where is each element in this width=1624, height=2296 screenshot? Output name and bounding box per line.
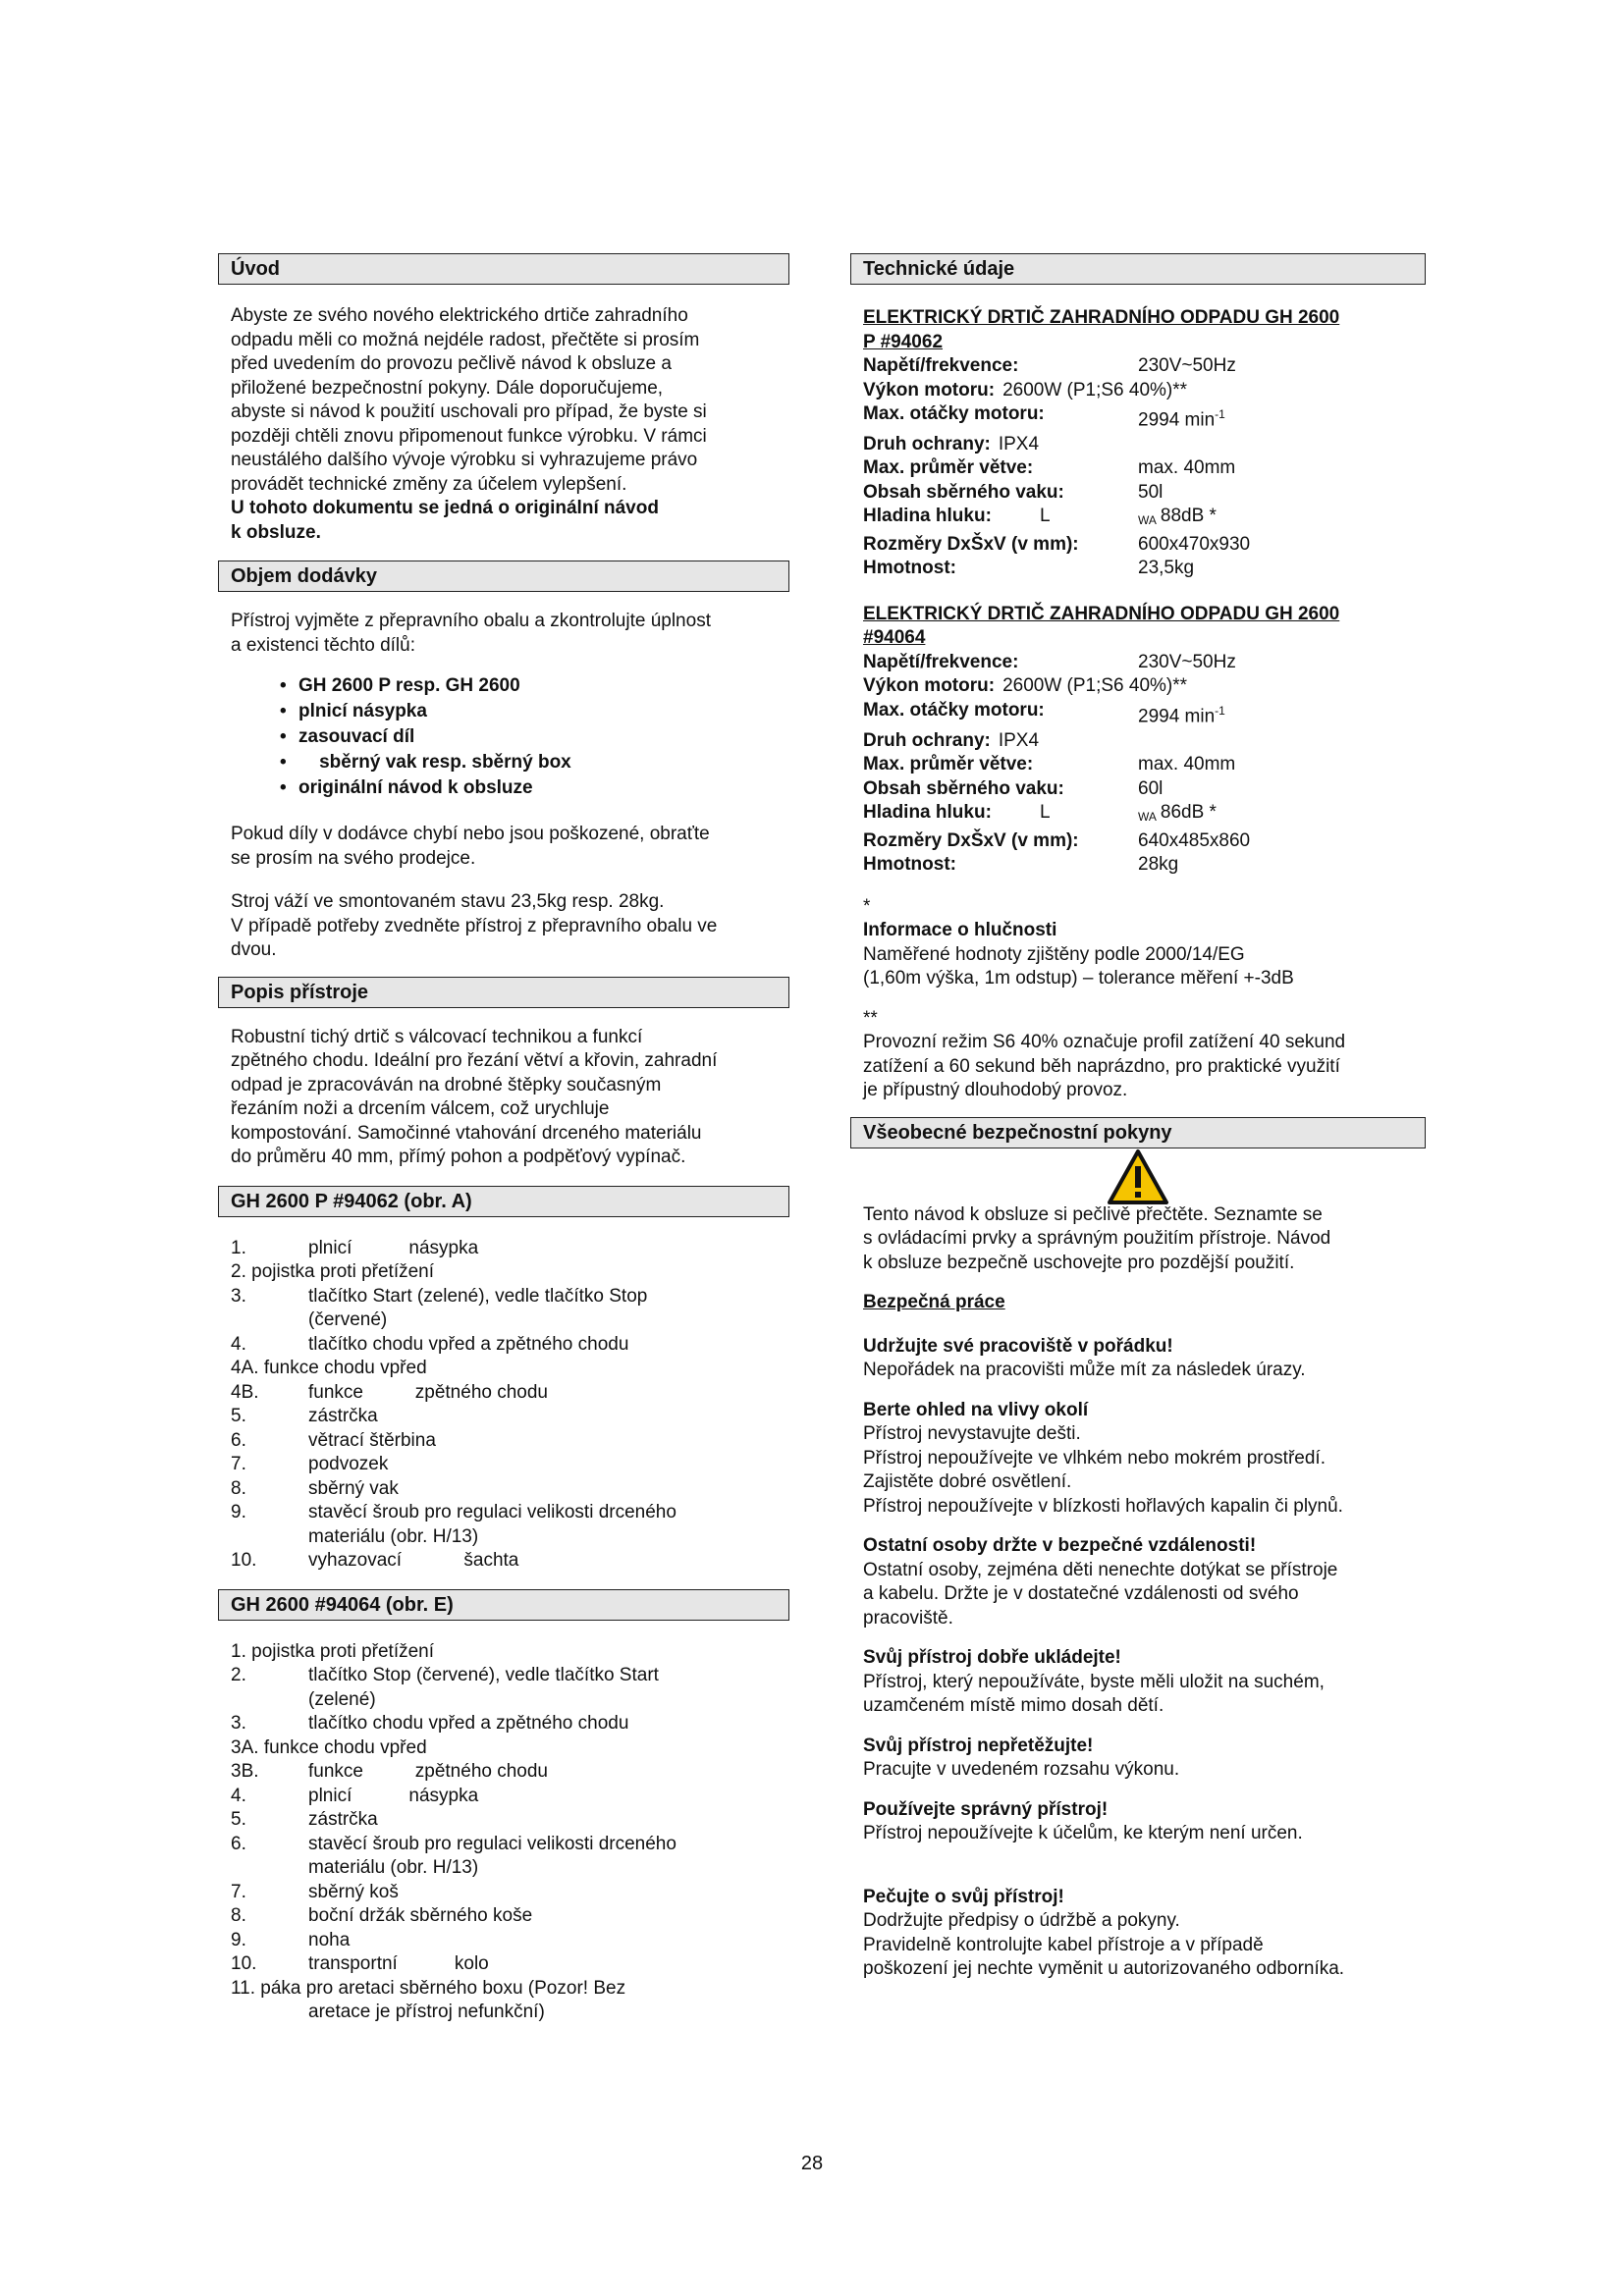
section-heading-popis: Popis přístroje [218, 977, 789, 1008]
model1-specs: Napětí/frekvence: 230V~50Hz Výkon motoru: 2600W (P1;S6 40%)** Max. otáčky motoru: 2994 $\min^{-1}$ Druh ochrany: IPX4 Max. průměr větve: max. 40mm Obsah sběrného vaku: 50l Hladina hluku: L $_{WA}$ 88dB * Rozměry DxŠxV (v mm): 600x470x930 Hmotnost: 23,5kg [863, 355, 1251, 579]
list-item: 10. transportní kolo [231, 1953, 489, 1974]
list-item: 2. pojistka proti přetížení [231, 1261, 435, 1282]
objem-note: Pokud díly v dodávce chybí nebo jsou poškozené, obraťte se prosím na svého prodejce. [231, 824, 710, 869]
list-item: 8. sběrný vak [231, 1477, 399, 1499]
list-item: 1. pojistka proti přetížení [231, 1640, 435, 1662]
list-item: • GH 2600 P resp. GH 2600 [218, 673, 789, 699]
list-item: materiálu (obr. H/13) [308, 1525, 479, 1547]
list-item: 9. noha [231, 1929, 351, 1950]
list-item: 3B. funkce zpětného chodu [231, 1761, 548, 1782]
list-item: 4B. funkce zpětného chodu [231, 1381, 548, 1403]
safety-block: Ostatní osoby držte v bezpečné vzdálenosti! Ostatní osoby, zejména děti nenechte dotýkat se přístroje a kabelu. Držte je v dostatečné vzdálenosti od svého pracoviště. [863, 1535, 1338, 1629]
noise-title: Informace o hlučnosti [863, 920, 1057, 941]
list-item: 5. zástrčka [231, 1809, 378, 1830]
list-item: (zelené) [308, 1688, 376, 1710]
safety-block: Svůj přístroj dobře ukládejte! Přístroj, který nepoužíváte, byste měli uložit na suchém, uzamčeném místě mimo dosah dětí. [863, 1647, 1325, 1717]
list-item: (červené) [308, 1309, 388, 1330]
list-item: 3A. funkce chodu vpřed [231, 1736, 427, 1758]
safety-block: Udržujte své pracoviště v pořádku! Nepořádek na pracovišti může mít za následek úrazy. [863, 1335, 1306, 1381]
safety-intro: Tento návod k obsluze si pečlivě přečtěte. Seznamte se s ovládacími prvky a správným použitím přístroje. Návod k obsluze bezpečně uschovejte pro pozdější použití. [863, 1203, 1331, 1273]
list-item: 3. tlačítko chodu vpřed a zpětného chodu [231, 1713, 629, 1734]
objem-intro: Přístroj vyjměte z přepravního obalu a zkontrolujte úplnost a existenci těchto dílů: [231, 611, 711, 656]
list-item: 2. tlačítko Stop (červené), vedle tlačítko Start [231, 1665, 659, 1685]
list-item: 10. vyhazovací šachta [231, 1550, 519, 1571]
list-item: • plnicí násypka [218, 699, 789, 724]
list-item: • originální návod k obsluze [218, 775, 789, 801]
section-heading-safety: Všeobecné bezpečnostní pokyny [850, 1117, 1426, 1148]
safety-block: Berte ohled na vlivy okolí Přístroj nevystavujte dešti. Přístroj nepoužívejte ve vlhkém nebo mokrém prostředí. Zajistěte dobré osvětlení. Přístroj nepoužívejte v blízkosti hořlavých kapalin či plynů. [863, 1399, 1343, 1517]
model2-title: ELEKTRICKÝ DRTIČ ZAHRADNÍHO ODPADU GH 2600 #94064 [863, 603, 1340, 649]
safety-subheading: Bezpečná práce [863, 1292, 1005, 1313]
footnote-star: * [863, 895, 871, 917]
objem-weight: Stroj váží ve smontovaném stavu 23,5kg resp. 28kg. V případě potřeby zvedněte přístroj z přepravního obalu ve dvou. [231, 891, 718, 960]
section-heading-objem: Objem dodávky [218, 561, 789, 592]
list-item: 4. plnicí násypka [231, 1785, 479, 1806]
footnote-double-star: ** [863, 1007, 878, 1029]
right-column [850, 253, 1426, 1982]
list-item: 6. větrací štěrbina [231, 1429, 436, 1451]
safety-block: Používejte správný přístroj! Přístroj nepoužívejte k účelům, ke kterým není určen. [863, 1798, 1303, 1844]
list-item: materiálu (obr. H/13) [308, 1857, 479, 1878]
list-item: 7. sběrný koš [231, 1881, 399, 1902]
model2-specs: Napětí/frekvence: 230V~50Hz Výkon motoru: 2600W (P1;S6 40%)** Max. otáčky motoru: 2994 $\min^{-1}$ Druh ochrany: IPX4 Max. průměr větve: max. 40mm Obsah sběrného vaku: 60l Hladina hluku: L $_{WA}$ 86dB * Rozměry DxŠxV (v mm): 640x485x860 Hmotnost: 28kg [863, 651, 1251, 876]
section-heading-tech: Technické údaje [850, 253, 1426, 285]
section-heading-gh2600p: GH 2600 P #94062 (obr. A) [218, 1186, 789, 1217]
uvod-paragraph: Abyste ze svého nového elektrického drtiče zahradního odpadu měli co možná nejdéle radost, přečtěte si prosím před uvedením do provozu pečlivě návod k obsluze a přiložené bezpečnostní pokyny. Dále doporučujeme, abyste si návod k použití uschovali pro případ, že byste si později chtěli znovu připomenout funkce výrobku. V rámci neustálého dalšího vývoje výrobku si vyhrazujeme právo provádět technické změny za účelem vylepšení. U tohoto dokumentu se jedná o originální návod k obsluze. [231, 305, 707, 543]
popis-paragraph: Robustní tichý drtič s válcovací technikou a funkcí zpětného chodu. Ideální pro řezání větví a křovin, zahradní odpad je zpracováván na drobné štěpky současným řezáním noži a drcením válcem, což urychluje kompostování. Samočinné vtahování drceného materiálu do průměru 40 mm, přímý pohon a podpěťový vypínač. [231, 1026, 718, 1167]
page-number: 28 [800, 2153, 824, 2174]
list-item: 3. tlačítko Start (zelené), vedle tlačítko Stop [231, 1285, 648, 1307]
list-item: • zasouvací díl [218, 724, 789, 750]
delivery-items-list [218, 673, 789, 801]
list-item: 6. stavěcí šroub pro regulaci velikosti drceného [231, 1833, 677, 1854]
gh2600p-parts-list [218, 1237, 789, 1574]
left-column [218, 253, 789, 2025]
section-heading-gh2600: GH 2600 #94064 (obr. E) [218, 1589, 789, 1621]
list-item: 9. stavěcí šroub pro regulaci velikosti drceného [231, 1502, 677, 1522]
list-item: 8. boční držák sběrného koše [231, 1905, 533, 1926]
list-item: 7. podvozek [231, 1454, 389, 1474]
list-item: 11. páka pro aretaci sběrného boxu (Pozor! Bez [231, 1977, 626, 1999]
list-item: 5. zástrčka [231, 1406, 378, 1426]
noise-info: Naměřené hodnoty zjištěny podle 2000/14/EG (1,60m výška, 1m odstup) – tolerance měření +-3dB [863, 943, 1294, 989]
list-item: 1. plnicí násypka [231, 1237, 479, 1258]
section-heading-uvod: Úvod [218, 253, 789, 285]
list-item: 4. tlačítko chodu vpřed a zpětného chodu [231, 1333, 629, 1355]
list-item: • sběrný vak resp. sběrný box [218, 750, 789, 775]
safety-block: Svůj přístroj nepřetěžujte! Pracujte v uvedeném rozsahu výkonu. [863, 1735, 1180, 1781]
s6-info: Provozní režim S6 40% označuje profil zatížení 40 sekund zatížení a 60 sekund běh naprázdno, pro praktické využití je přípustný dlouhodobý provoz. [863, 1032, 1346, 1101]
warning-triangle-icon [850, 1148, 1426, 1203]
model1-title: ELEKTRICKÝ DRTIČ ZAHRADNÍHO ODPADU GH 2600 P #94062 [863, 307, 1340, 352]
gh2600-parts-list [218, 1640, 789, 2025]
list-item: 4A. funkce chodu vpřed [231, 1358, 427, 1378]
safety-block: Pečujte o svůj přístroj! Dodržujte předpisy o údržbě a pokyny. Pravidelně kontrolujte kabel přístroje a v případě poškození jej nechte vyměnit u autorizovaného odborníka. [863, 1886, 1345, 1980]
list-item: aretace je přístroj nefunkční) [308, 2002, 545, 2022]
